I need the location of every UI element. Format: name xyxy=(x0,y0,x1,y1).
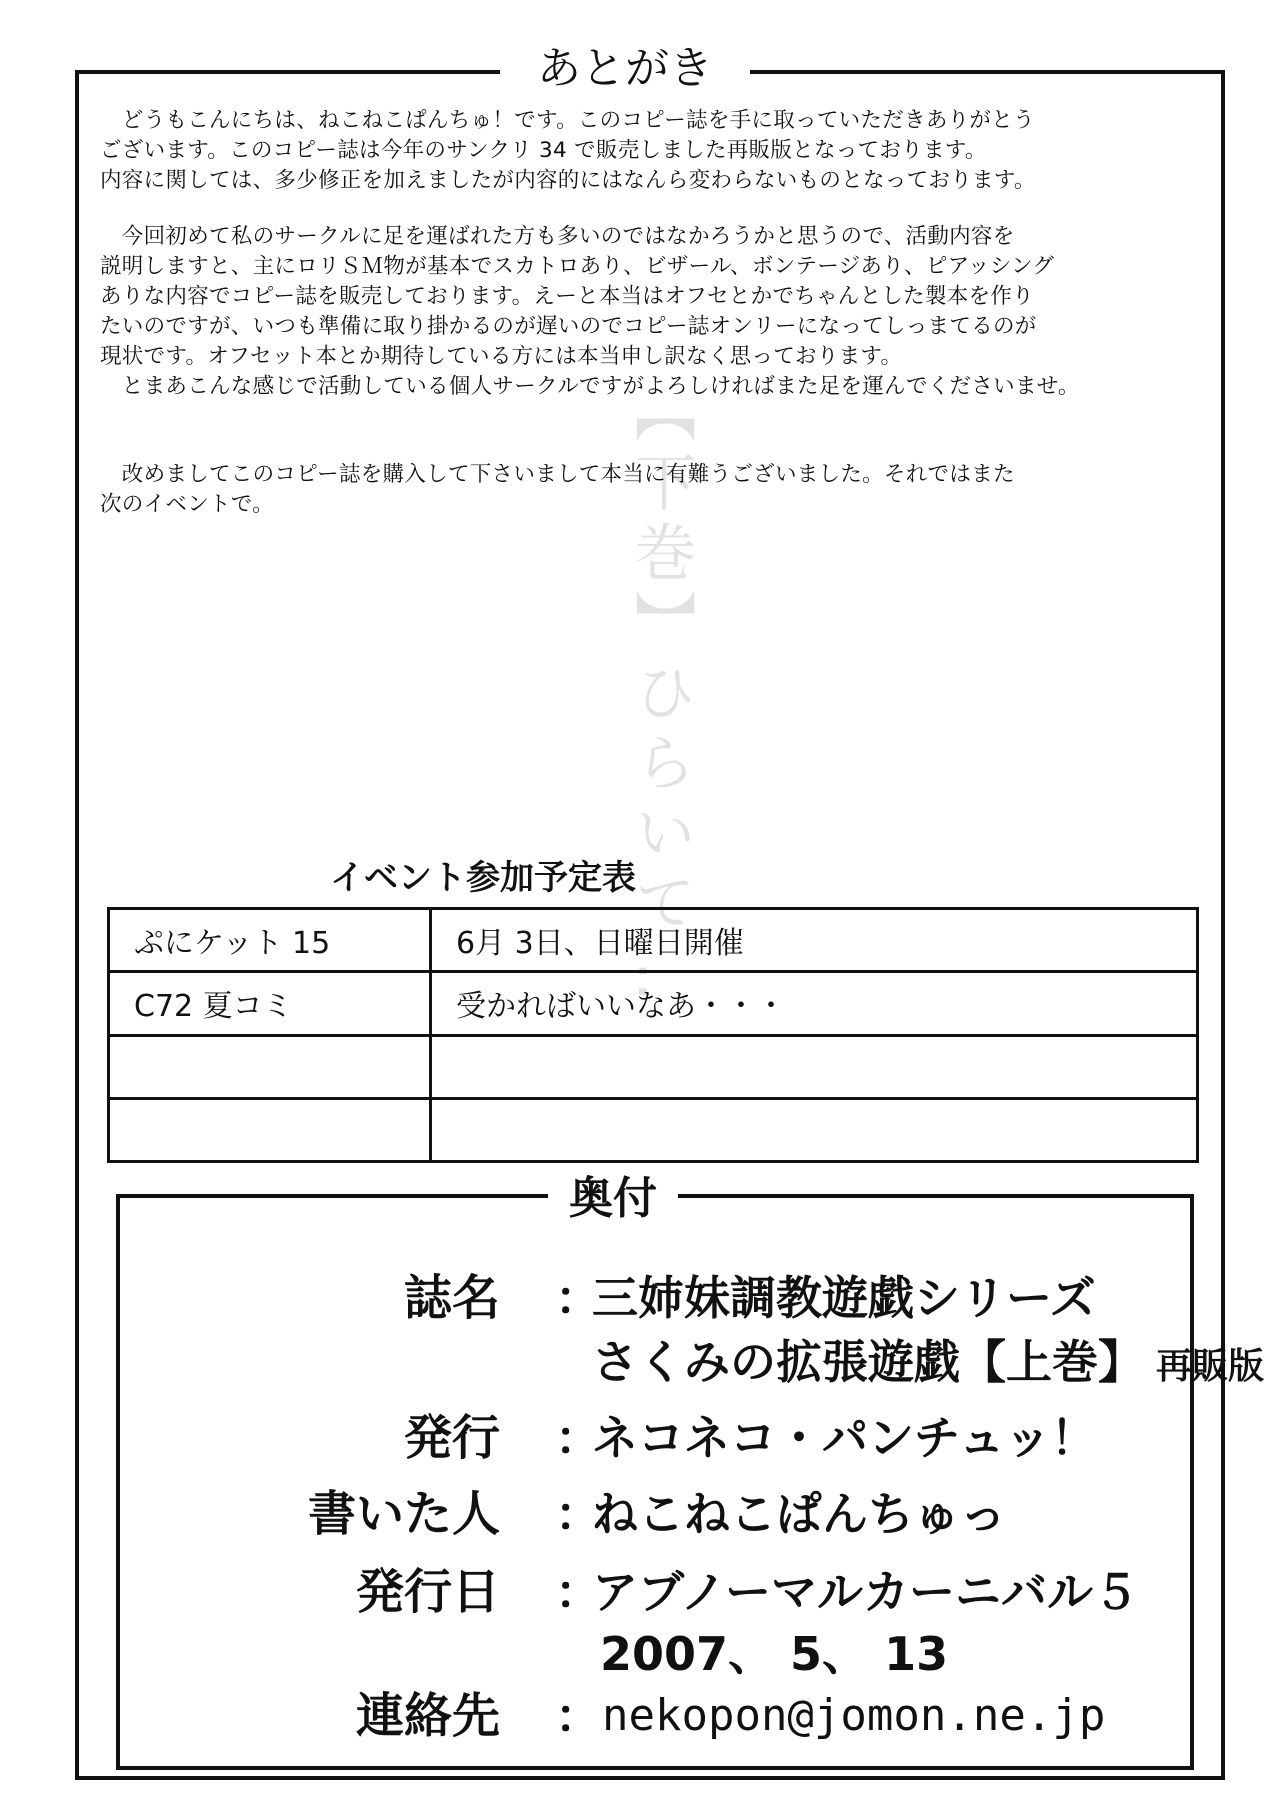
afterword-paragraph-thanks: 改めましてこのコピー誌を購入して下さいまして本当に有難うございました。それではまた 次のイベントで。 xyxy=(100,462,1015,517)
colophon-event: アブノーマルカーニバル５ xyxy=(592,1565,1139,1619)
colophon-author: ねこねこぱんちゅっ xyxy=(592,1487,1006,1541)
book-edition: 再販版 xyxy=(1156,1346,1265,1387)
schedule-table xyxy=(107,907,1199,1163)
afterword-paragraph-greeting: どうもこんにちは、ねこねこぱんちゅ！です。このコピー誌を手に取っていただきありがとう ございます。このコピー誌は今年のサンクリ 34 で販売しました再販版となっております。 内容に関しては、多少修正を加えましたが内容的にはなんら変わらないものとなっております。 xyxy=(100,108,1036,193)
schedule-note-cell: 受かればいいなあ・・・ xyxy=(431,972,1198,1035)
colophon-label: 発行日 xyxy=(355,1564,500,1620)
schedule-note-cell xyxy=(431,1098,1198,1161)
colophon-book-title xyxy=(592,1332,1264,1397)
schedule-note-cell: 6月 3日、日曜日開催 xyxy=(431,909,1198,972)
colophon-label: 誌名 xyxy=(403,1270,500,1326)
table-row xyxy=(109,909,1198,972)
show-through-text: 【下巻】ひらいて… xyxy=(624,380,697,1010)
colophon-publisher: ネコネコ・パンチュッ！ xyxy=(592,1411,1097,1465)
schedule-note-cell xyxy=(431,1035,1198,1098)
afterword-title: あとがき xyxy=(500,42,750,96)
schedule-event-cell xyxy=(109,1035,431,1098)
schedule-title: イベント参加予定表 xyxy=(330,858,636,898)
colophon-book-series: 三姉妹調教遊戯シリーズ xyxy=(592,1271,1096,1325)
afterword-paragraph-activities: 今回初めて私のサークルに足を運ばれた方も多いのではなかろうかと思うので、活動内容を 説明しますと、主にロリＳＭ物が基本でスカトロあり、ビザール、ボンテージあり、ピアッシング ありな内容でコピー誌を販売しております。えーと本当はオフセとかでちゃんとした製本を作り たいのですが、いつも準備に取り掛かるのが遅いのでコピー誌オンリーになってしっまてるのが 現状です。オフセット本とか期待している方には本当申し訳なく思っております。 とまあこんな感じで活動している個人サークルですがよろしければまた足を運んでくださいませ。 xyxy=(100,224,1080,399)
colophon-row-author xyxy=(130,1484,1190,1544)
colophon-colon: ： xyxy=(555,1565,601,1619)
colophon-row-contact xyxy=(130,1686,1190,1746)
colophon-colon: ： xyxy=(555,1689,601,1743)
colophon-colon: ： xyxy=(555,1411,601,1465)
colophon-row-publisher xyxy=(130,1408,1190,1468)
table-row xyxy=(109,1098,1198,1161)
colophon-colon: ： xyxy=(555,1271,601,1325)
colophon-colon: ： xyxy=(555,1487,601,1541)
colophon-row-date-2 xyxy=(130,1624,1190,1684)
schedule-event-cell: ぷにケット 15 xyxy=(109,909,431,972)
colophon-label: 連絡先 xyxy=(355,1688,500,1744)
colophon-row-title-2 xyxy=(130,1332,1265,1392)
schedule-event-cell xyxy=(109,1098,431,1161)
book-title-text: さくみの拡張遊戯【上巻】 xyxy=(592,1335,1144,1389)
schedule-event-cell: C72 夏コミ xyxy=(109,972,431,1035)
table-row xyxy=(109,1035,1198,1098)
table-row xyxy=(109,972,1198,1035)
colophon-label: 書いた人 xyxy=(307,1486,500,1542)
colophon-row-title xyxy=(130,1268,1190,1328)
colophon-date: 2007、 5、 13 xyxy=(600,1627,949,1681)
colophon-label: 発行 xyxy=(403,1410,500,1466)
colophon-contact-email: nekopon@jomon.ne.jp xyxy=(602,1690,1106,1741)
colophon-title: 奥付 xyxy=(548,1172,678,1226)
colophon-row-date xyxy=(130,1562,1190,1622)
